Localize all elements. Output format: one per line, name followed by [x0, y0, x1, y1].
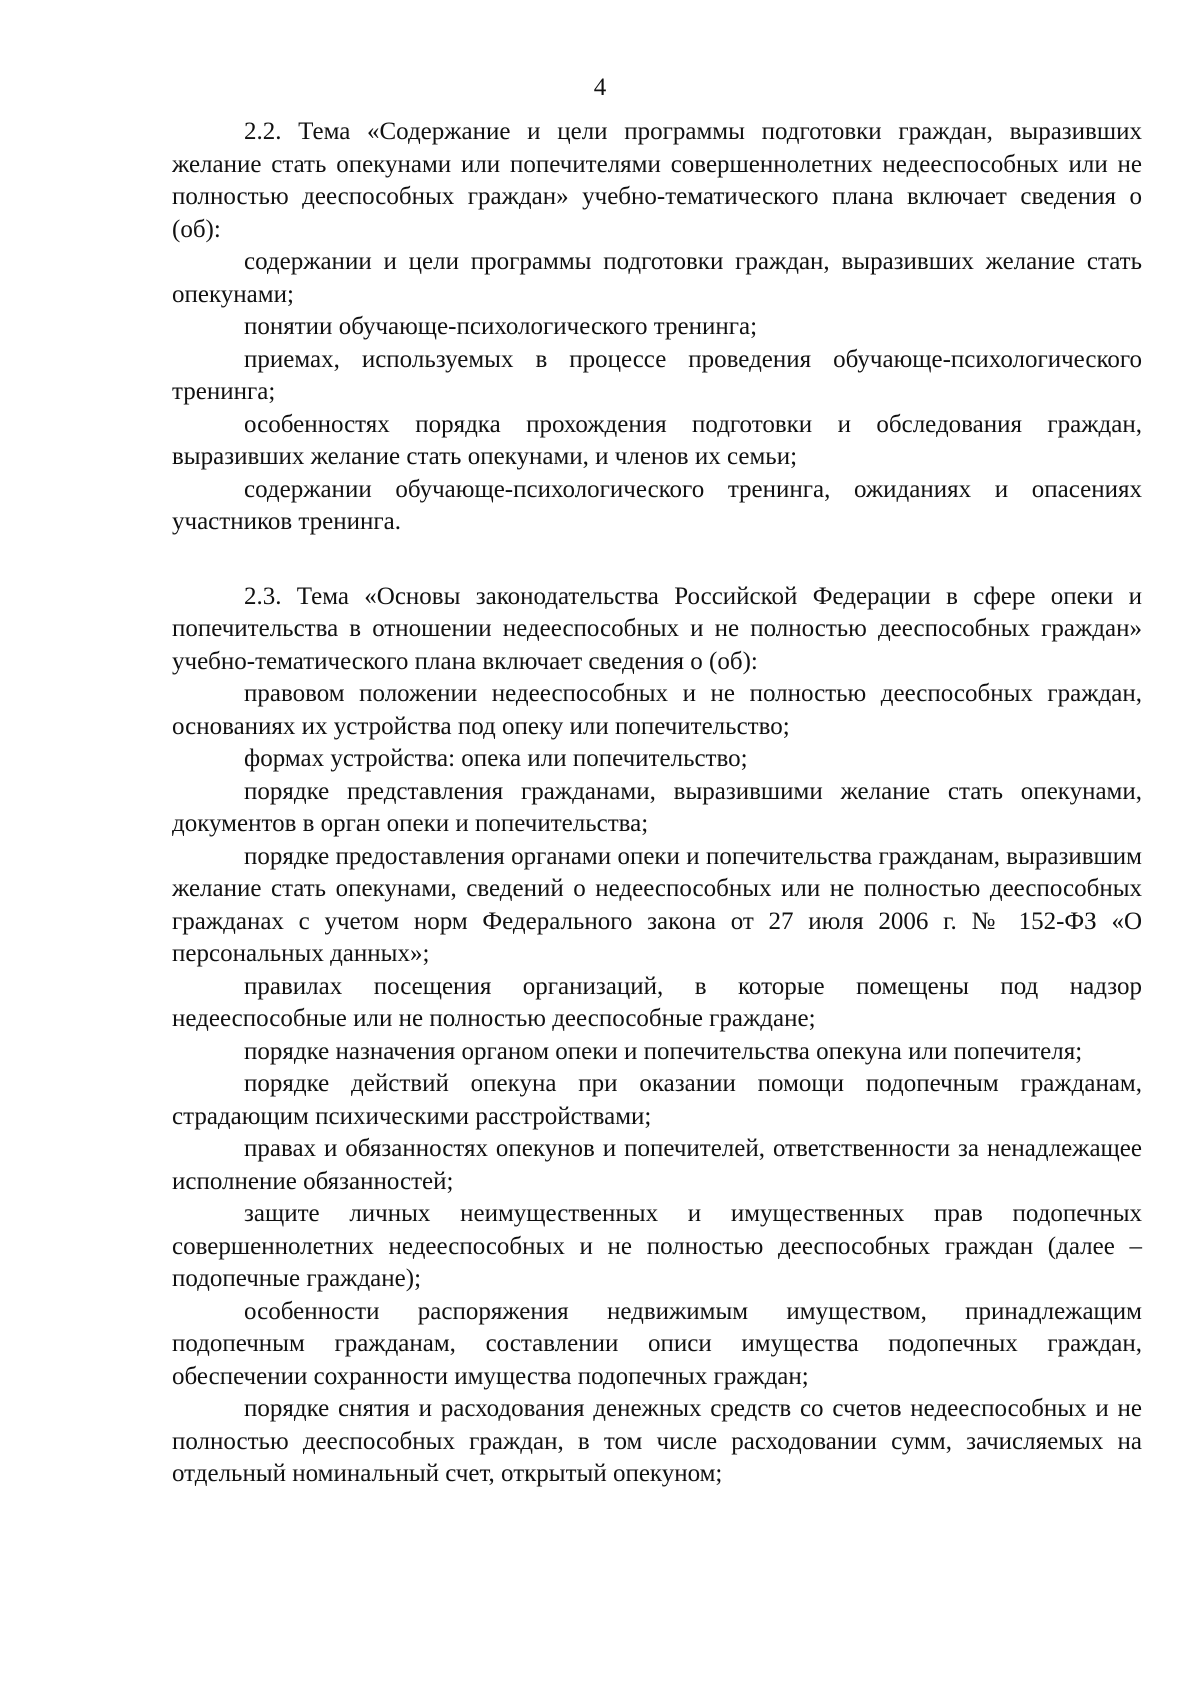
list-item: порядке действий опекуна при оказании помощи подопечным гражданам, страдающим психическими расстройствами; — [172, 1070, 1142, 1130]
document-body — [172, 116, 1142, 1491]
page-number: 4 — [593, 74, 607, 101]
list-item: формах устройства: опека или попечительство; — [244, 745, 748, 772]
list-item: особенности распоряжения недвижимым имуществом, принадлежащим подопечным гражданам, составлении описи имущества подопечных граждан, обеспечении сохранности имущества подопечных граждан; — [172, 1297, 1142, 1390]
list-item: порядке назначения органом опеки и попечительства опекуна или попечителя; — [244, 1037, 1083, 1065]
list-item: понятии обучающе-психологического тренинга; — [244, 313, 758, 340]
list-item: порядке снятия и расходования денежных средств со счетов недееспособных и не полностью дееспособных граждан, в том числе расходовании сумм, зачисляемых на отдельный номинальный счет, открытый опекуном; — [172, 1395, 1142, 1487]
section-2-2 — [172, 116, 1142, 539]
list-item: особенностях порядка прохождения подготовки и обследования граждан, выразивших желание стать опекунами, и членов их семьи; — [172, 410, 1142, 470]
list-item: приемах, используемых в процессе проведения обучающе-психологического тренинга; — [172, 345, 1142, 405]
list-item: порядке предоставления органами опеки и попечительства гражданам, выразившим желание стать опекунами, сведений о недееспособных или не полностью дееспособных гражданах с учетом норм Федерального закона от 27 июля 2006 г. № 152-ФЗ «О персональных данных»; — [172, 842, 1142, 967]
section-intro: 2.3. Тема «Основы законодательства Российской Федерации в сфере опеки и попечительства в отношении недееспособных и не полностью дееспособных граждан» учебно-тематического плана включает сведения о (об): — [172, 582, 1142, 675]
list-item: защите личных неимущественных и имущественных прав подопечных совершеннолетних недееспособных и не полностью дееспособных граждан (далее – подопечные граждане); — [172, 1200, 1142, 1292]
list-item: содержании обучающе-психологического тренинга, ожиданиях и опасениях участников тренинга. — [172, 475, 1142, 535]
list-item: правах и обязанностях опекунов и попечителей, ответственности за ненадлежащее исполнение обязанностей; — [172, 1135, 1142, 1195]
section-spacer — [172, 539, 1142, 581]
list-item: порядке представления гражданами, выразившими желание стать опекунами, документов в орган опеки и попечительства; — [172, 777, 1142, 837]
section-intro: 2.2. Тема «Содержание и цели программы подготовки граждан, выразивших желание стать опекунами или попечителями совершеннолетних недееспособных или не полностью дееспособных граждан» учебно-тематического плана включает сведения о (об): — [172, 118, 1142, 243]
list-item: правовом положении недееспособных и не полностью дееспособных граждан, основаниях их устройства под опеку или попечительство; — [172, 680, 1142, 740]
list-item: содержании и цели программы подготовки граждан, выразивших желание стать опекунами; — [172, 248, 1142, 308]
section-2-3 — [172, 581, 1142, 1491]
list-item: правилах посещения организаций, в которые помещены под надзор недееспособные или не полностью дееспособные граждане; — [172, 972, 1142, 1032]
